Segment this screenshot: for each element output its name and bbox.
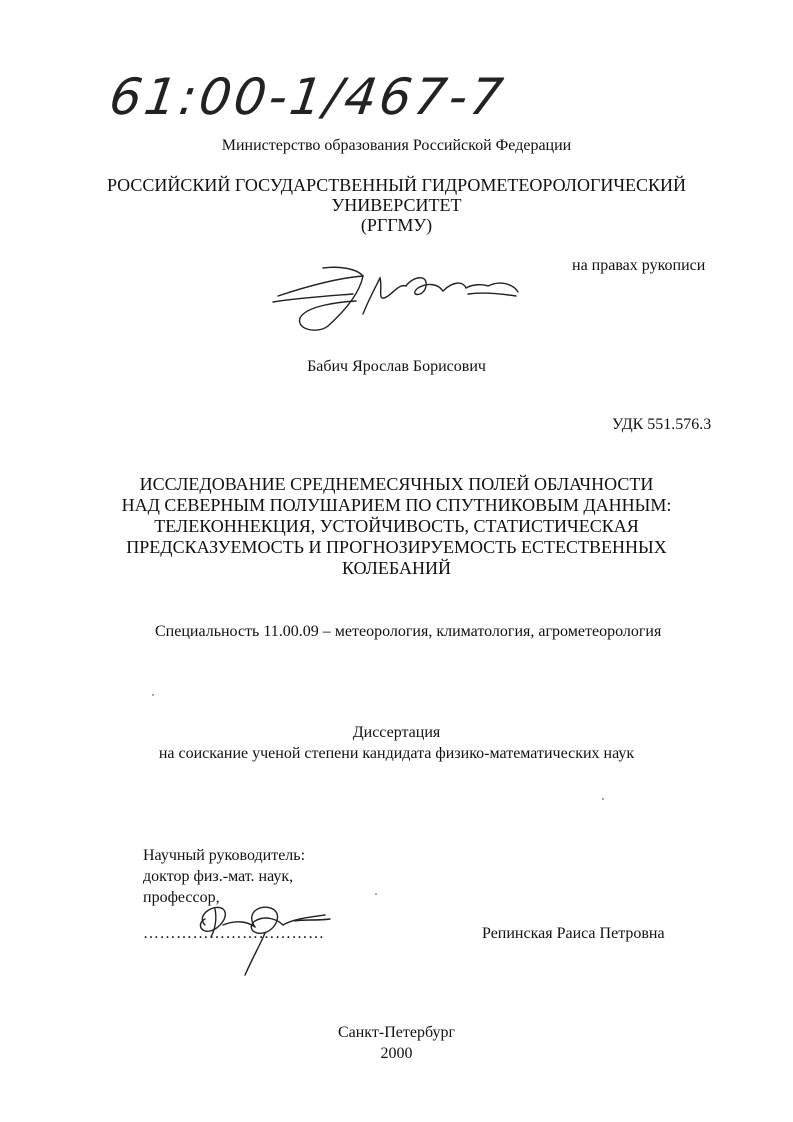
university-block — [0, 175, 793, 235]
supervisor-degree: доктор физ.-мат. наук, — [143, 868, 294, 885]
city-year-block — [0, 1022, 793, 1064]
supervisor-name: Репинская Раиса Петровна — [482, 925, 665, 942]
supervisor-title: профессор, — [143, 889, 220, 906]
dissertation-label: Диссертация — [352, 724, 441, 741]
ministry-line: Министерство образования Российской Федерации — [221, 137, 572, 154]
author-signature — [268, 256, 528, 341]
signature-dotted-line: …………………………… — [143, 925, 325, 942]
thesis-title-line-2: НАД СЕВЕРНЫМ ПОЛУШАРИЕМ ПО СПУТНИКОВЫМ ДАННЫМ: — [121, 495, 672, 515]
supervisor-label: Научный руководитель: — [143, 847, 306, 864]
author-name: Бабич Ярослав Борисович — [307, 358, 486, 375]
university-abbreviation: (РГГМУ) — [360, 215, 433, 235]
scan-speck — [375, 893, 377, 895]
city: Санкт-Петербург — [337, 1024, 456, 1041]
university-name-line-2: УНИВЕРСИТЕТ — [331, 195, 462, 215]
udk-code: УДК 551.576.3 — [612, 416, 712, 433]
year: 2000 — [380, 1045, 413, 1062]
dissertation-block — [0, 722, 793, 764]
university-name-line-1: РОССИЙСКИЙ ГОСУДАРСТВЕННЫЙ ГИДРОМЕТЕОРОЛОГИЧЕСКИЙ — [106, 175, 687, 195]
thesis-title-line-3: ТЕЛЕКОННЕКЦИЯ, УСТОЙЧИВОСТЬ, СТАТИСТИЧЕСКАЯ — [154, 516, 639, 536]
author-signature-icon — [268, 256, 528, 336]
archive-code-handwritten: 61:00-1/467-7 — [105, 68, 510, 126]
scan-speck — [602, 798, 604, 800]
thesis-title-line-5: КОЛЕБАНИЙ — [342, 558, 451, 578]
supervisor-signature — [175, 895, 345, 990]
degree-line: на соискание ученой степени кандидата физико-математических наук — [158, 745, 635, 762]
supervisor-signature-icon — [175, 895, 345, 985]
thesis-title — [0, 474, 793, 579]
thesis-title-line-4: ПРЕДСКАЗУЕМОСТЬ И ПРОГНОЗИРУЕМОСТЬ ЕСТЕСТВЕННЫХ — [126, 537, 667, 557]
specialty-line: Специальность 11.00.09 – метеорология, климатология, агрометеорология — [155, 623, 662, 640]
rights-note: на правах рукописи — [572, 257, 706, 274]
scan-speck — [152, 694, 154, 696]
thesis-title-line-1: ИССЛЕДОВАНИЕ СРЕДНЕМЕСЯЧНЫХ ПОЛЕЙ ОБЛАЧНОСТИ — [139, 474, 654, 494]
